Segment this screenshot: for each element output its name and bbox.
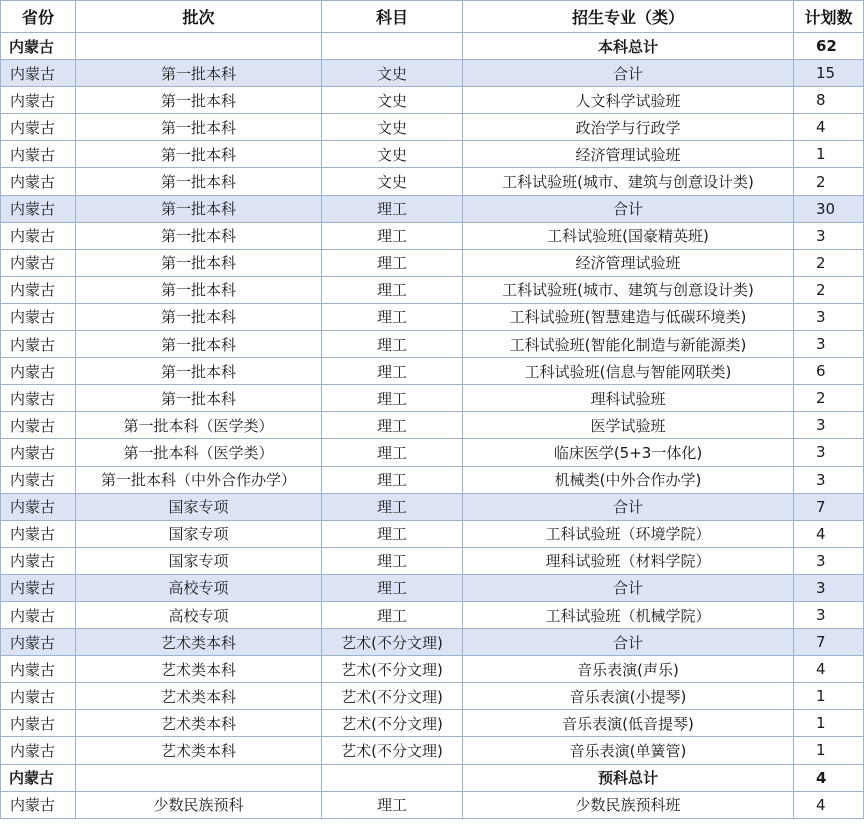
province-cell: 内蒙古	[1, 547, 76, 574]
province-cell: 内蒙古	[1, 60, 76, 87]
province-cell: 内蒙古	[1, 114, 76, 141]
table-header-row	[1, 1, 864, 33]
subject-cell: 理工	[322, 466, 463, 493]
province-cell: 内蒙古	[1, 656, 76, 683]
plan-count-cell: 2	[794, 168, 864, 195]
province-cell: 内蒙古	[1, 439, 76, 466]
plan-count-cell: 1	[794, 737, 864, 764]
plan-count-cell: 3	[794, 439, 864, 466]
table-row	[1, 303, 864, 330]
major-cell: 机械类(中外合作办学)	[463, 466, 794, 493]
table-row	[1, 764, 864, 791]
table-row	[1, 601, 864, 628]
major-cell: 工科试验班(智慧建造与低碳环境类)	[463, 303, 794, 330]
major-cell: 少数民族预科班	[463, 791, 794, 818]
plan-count-cell: 2	[794, 276, 864, 303]
batch-cell: 第一批本科	[76, 60, 322, 87]
subject-cell: 艺术(不分文理)	[322, 683, 463, 710]
major-cell: 合计	[463, 493, 794, 520]
plan-count-cell: 3	[794, 547, 864, 574]
table-row	[1, 168, 864, 195]
province-cell: 内蒙古	[1, 195, 76, 222]
major-cell: 工科试验班(城市、建筑与创意设计类)	[463, 168, 794, 195]
batch-cell: 第一批本科（中外合作办学）	[76, 466, 322, 493]
plan-count-cell: 4	[794, 791, 864, 818]
major-cell: 合计	[463, 195, 794, 222]
batch-cell: 第一批本科	[76, 195, 322, 222]
province-cell: 内蒙古	[1, 466, 76, 493]
batch-cell: 高校专项	[76, 601, 322, 628]
table-row	[1, 466, 864, 493]
plan-count-cell: 30	[794, 195, 864, 222]
header-subject: 科目	[322, 1, 463, 33]
table-row	[1, 412, 864, 439]
table-row	[1, 683, 864, 710]
subject-cell: 理工	[322, 276, 463, 303]
province-cell: 内蒙古	[1, 520, 76, 547]
major-cell: 预科总计	[463, 764, 794, 791]
major-cell: 理科试验班	[463, 385, 794, 412]
subject-cell: 艺术(不分文理)	[322, 629, 463, 656]
table-row	[1, 710, 864, 737]
table-row	[1, 249, 864, 276]
subject-cell: 文史	[322, 168, 463, 195]
plan-count-cell: 4	[794, 656, 864, 683]
major-cell: 经济管理试验班	[463, 141, 794, 168]
subject-cell: 理工	[322, 574, 463, 601]
batch-cell: 国家专项	[76, 520, 322, 547]
batch-cell: 艺术类本科	[76, 710, 322, 737]
major-cell: 临床医学(5+3一体化)	[463, 439, 794, 466]
table-row	[1, 656, 864, 683]
major-cell: 合计	[463, 60, 794, 87]
major-cell: 工科试验班(信息与智能网联类)	[463, 358, 794, 385]
table-row	[1, 520, 864, 547]
province-cell: 内蒙古	[1, 412, 76, 439]
table-row	[1, 493, 864, 520]
batch-cell: 第一批本科	[76, 114, 322, 141]
plan-count-cell: 3	[794, 412, 864, 439]
batch-cell: 第一批本科（医学类）	[76, 439, 322, 466]
table-row	[1, 141, 864, 168]
batch-cell: 第一批本科（医学类）	[76, 412, 322, 439]
table-row	[1, 439, 864, 466]
province-cell: 内蒙古	[1, 222, 76, 249]
major-cell: 工科试验班（机械学院）	[463, 601, 794, 628]
major-cell: 合计	[463, 629, 794, 656]
batch-cell	[76, 33, 322, 60]
subject-cell: 艺术(不分文理)	[322, 656, 463, 683]
batch-cell: 第一批本科	[76, 168, 322, 195]
province-cell: 内蒙古	[1, 710, 76, 737]
major-cell: 工科试验班（环境学院）	[463, 520, 794, 547]
subject-cell: 理工	[322, 331, 463, 358]
major-cell: 本科总计	[463, 33, 794, 60]
batch-cell: 第一批本科	[76, 358, 322, 385]
province-cell: 内蒙古	[1, 249, 76, 276]
province-cell: 内蒙古	[1, 574, 76, 601]
batch-cell: 第一批本科	[76, 87, 322, 114]
table-row	[1, 33, 864, 60]
province-cell: 内蒙古	[1, 87, 76, 114]
province-cell: 内蒙古	[1, 601, 76, 628]
province-cell: 内蒙古	[1, 358, 76, 385]
subject-cell: 理工	[322, 439, 463, 466]
table-row	[1, 547, 864, 574]
table-row	[1, 114, 864, 141]
province-cell: 内蒙古	[1, 331, 76, 358]
major-cell: 音乐表演(单簧管)	[463, 737, 794, 764]
batch-cell: 艺术类本科	[76, 656, 322, 683]
table-row	[1, 276, 864, 303]
table-row	[1, 195, 864, 222]
major-cell: 人文科学试验班	[463, 87, 794, 114]
plan-count-cell: 3	[794, 466, 864, 493]
batch-cell: 第一批本科	[76, 331, 322, 358]
header-major: 招生专业（类）	[463, 1, 794, 33]
subject-cell	[322, 764, 463, 791]
plan-count-cell: 6	[794, 358, 864, 385]
table-row	[1, 629, 864, 656]
plan-count-cell: 2	[794, 249, 864, 276]
plan-count-cell: 4	[794, 764, 864, 791]
subject-cell: 理工	[322, 412, 463, 439]
subject-cell: 文史	[322, 114, 463, 141]
province-cell: 内蒙古	[1, 276, 76, 303]
subject-cell: 理工	[322, 222, 463, 249]
major-cell: 合计	[463, 574, 794, 601]
subject-cell: 文史	[322, 87, 463, 114]
major-cell: 音乐表演(声乐)	[463, 656, 794, 683]
major-cell: 工科试验班(国豪精英班)	[463, 222, 794, 249]
province-cell: 内蒙古	[1, 493, 76, 520]
header-province: 省份	[1, 1, 76, 33]
province-cell: 内蒙古	[1, 764, 76, 791]
subject-cell: 理工	[322, 493, 463, 520]
batch-cell: 高校专项	[76, 574, 322, 601]
plan-count-cell: 4	[794, 520, 864, 547]
subject-cell: 艺术(不分文理)	[322, 710, 463, 737]
header-plan-count: 计划数	[794, 1, 864, 33]
plan-count-cell: 7	[794, 629, 864, 656]
subject-cell: 理工	[322, 601, 463, 628]
major-cell: 理科试验班（材料学院）	[463, 547, 794, 574]
batch-cell: 艺术类本科	[76, 737, 322, 764]
table-row	[1, 87, 864, 114]
batch-cell: 第一批本科	[76, 276, 322, 303]
plan-count-cell: 3	[794, 222, 864, 249]
major-cell: 音乐表演(低音提琴)	[463, 710, 794, 737]
batch-cell: 第一批本科	[76, 141, 322, 168]
province-cell: 内蒙古	[1, 737, 76, 764]
province-cell: 内蒙古	[1, 33, 76, 60]
subject-cell: 文史	[322, 60, 463, 87]
header-batch: 批次	[76, 1, 322, 33]
province-cell: 内蒙古	[1, 168, 76, 195]
subject-cell: 理工	[322, 303, 463, 330]
batch-cell: 少数民族预科	[76, 791, 322, 818]
subject-cell: 理工	[322, 547, 463, 574]
batch-cell: 第一批本科	[76, 222, 322, 249]
subject-cell: 理工	[322, 249, 463, 276]
plan-count-cell: 62	[794, 33, 864, 60]
subject-cell	[322, 33, 463, 60]
plan-count-cell: 3	[794, 331, 864, 358]
plan-count-cell: 7	[794, 493, 864, 520]
major-cell: 工科试验班(智能化制造与新能源类)	[463, 331, 794, 358]
plan-count-cell: 3	[794, 303, 864, 330]
plan-count-cell: 3	[794, 601, 864, 628]
province-cell: 内蒙古	[1, 683, 76, 710]
subject-cell: 理工	[322, 791, 463, 818]
batch-cell	[76, 764, 322, 791]
subject-cell: 理工	[322, 385, 463, 412]
province-cell: 内蒙古	[1, 141, 76, 168]
plan-count-cell: 1	[794, 710, 864, 737]
plan-count-cell: 3	[794, 574, 864, 601]
batch-cell: 第一批本科	[76, 249, 322, 276]
major-cell: 医学试验班	[463, 412, 794, 439]
table-row	[1, 222, 864, 249]
batch-cell: 第一批本科	[76, 385, 322, 412]
batch-cell: 国家专项	[76, 547, 322, 574]
plan-count-cell: 8	[794, 87, 864, 114]
subject-cell: 理工	[322, 520, 463, 547]
batch-cell: 艺术类本科	[76, 629, 322, 656]
table-row	[1, 358, 864, 385]
plan-count-cell: 1	[794, 683, 864, 710]
subject-cell: 理工	[322, 195, 463, 222]
table-row	[1, 60, 864, 87]
province-cell: 内蒙古	[1, 629, 76, 656]
province-cell: 内蒙古	[1, 303, 76, 330]
plan-count-cell: 2	[794, 385, 864, 412]
table-row	[1, 385, 864, 412]
table-row	[1, 331, 864, 358]
major-cell: 经济管理试验班	[463, 249, 794, 276]
table-row	[1, 791, 864, 818]
province-cell: 内蒙古	[1, 385, 76, 412]
major-cell: 工科试验班(城市、建筑与创意设计类)	[463, 276, 794, 303]
subject-cell: 艺术(不分文理)	[322, 737, 463, 764]
batch-cell: 国家专项	[76, 493, 322, 520]
batch-cell: 第一批本科	[76, 303, 322, 330]
province-cell: 内蒙古	[1, 791, 76, 818]
table-row	[1, 737, 864, 764]
plan-count-cell: 4	[794, 114, 864, 141]
table-row	[1, 574, 864, 601]
subject-cell: 文史	[322, 141, 463, 168]
major-cell: 音乐表演(小提琴)	[463, 683, 794, 710]
major-cell: 政治学与行政学	[463, 114, 794, 141]
batch-cell: 艺术类本科	[76, 683, 322, 710]
plan-count-cell: 15	[794, 60, 864, 87]
subject-cell: 理工	[322, 358, 463, 385]
plan-count-cell: 1	[794, 141, 864, 168]
table-body	[1, 33, 864, 819]
